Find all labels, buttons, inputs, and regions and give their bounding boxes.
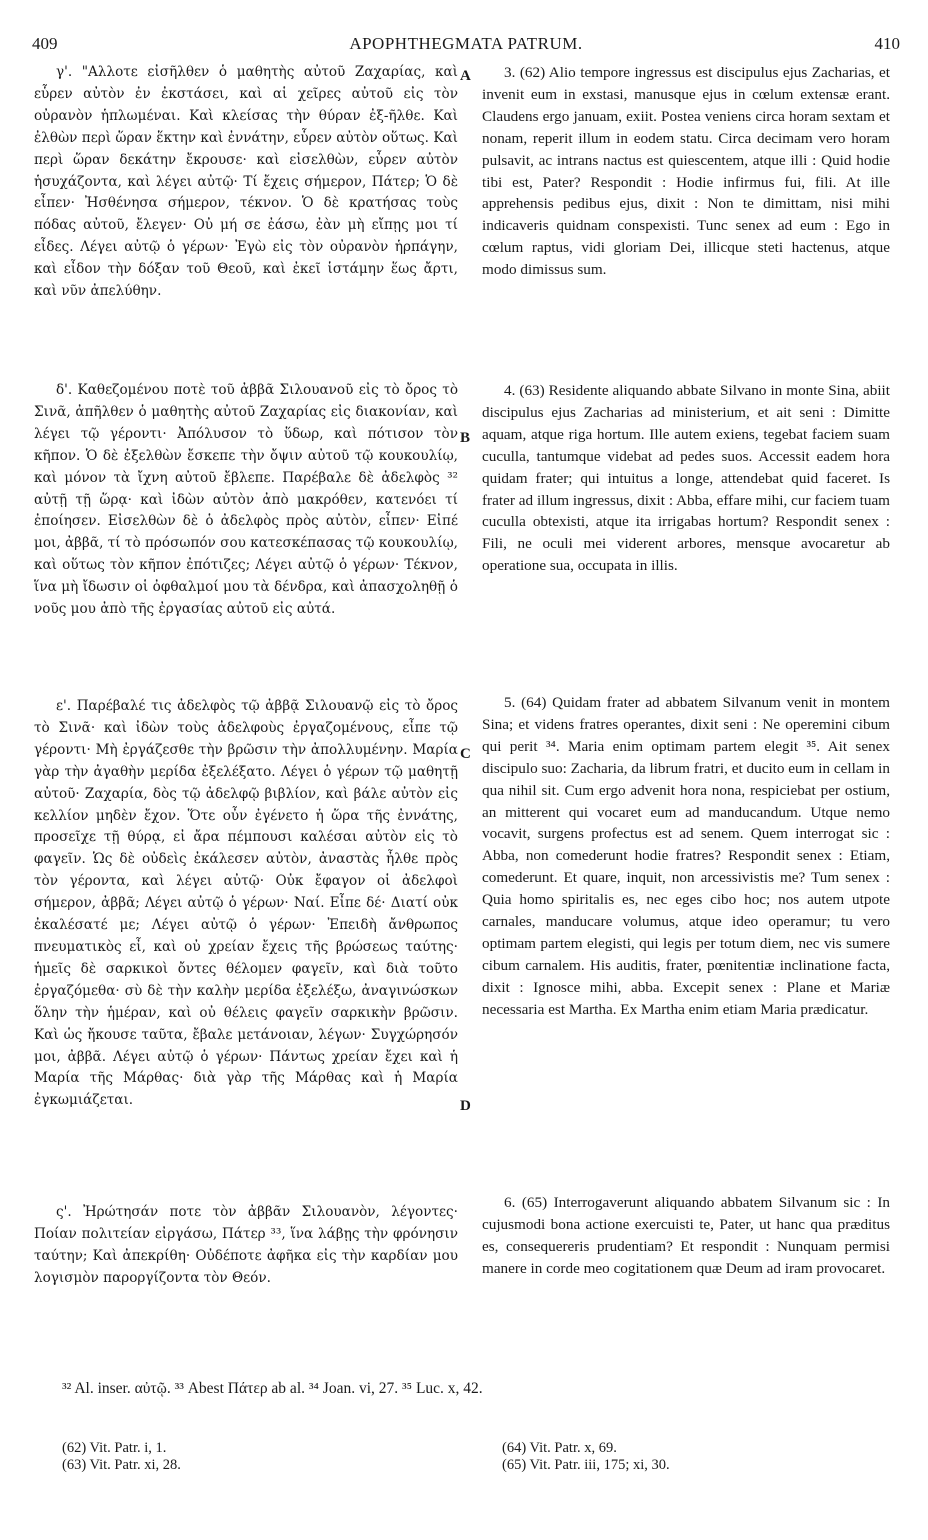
greek-paragraph-3: γ'. "Αλλοτε εἰσῆλθεν ὁ μαθητὴς αὐτοῦ Ζαχαρίας, καὶ εὗρεν αὐτὸν ἐν ἐκστάσει, καὶ αἱ χεῖρες αὐτοῦ εἰς τὸν οὐρανὸν ἡπλωμέναι. Καὶ κλείσας τὴν θύραν ἐξ-ῆλθε. Καὶ ἐλθὼν περὶ ὥραν ἕκτην καὶ ἐννάτην, εὗρεν αὐτὸν οὕτως. Καὶ περὶ ὥραν δεκάτην ἔκρουσε· καὶ εἰσελθὼν, εὗρεν αὐτὸν ἡσυχάζοντα, καὶ λέγει αὐτῷ· Τί ἔχεις σήμερον, Πάτερ; Ὁ δὲ εἶπεν· Ἠσθένησα σήμερον, τέκνον. Ὁ δὲ κρατήσας τοὺς πόδας αὐτοῦ, ἔλεγεν· Οὐ μή σε ἐάσω, ἐὰν μὴ εἴπῃς μοι τί εἶδες. Λέγει αὐτῷ ὁ γέρων· Ἐγὼ εἰς τὸν οὐρανὸν ἡρπάγην, καὶ εἶδον τὴν δόξαν τοῦ Θεοῦ, καὶ ἐκεῖ ἱστάμην ἕως ἄρτι, καὶ νῦν ἀπελύθην.: [34, 64, 458, 300]
source-reference: (65) Vit. Patr. iii, 175; xi, 30.: [502, 1457, 670, 1473]
margin-marker-d: D: [460, 1098, 471, 1114]
latin-paragraph-6: 6. (65) Interrogaverunt aliquando abbatem Silvanum sic : In cujusmodi bona actione exercuisti te, Pater, ut hanc qua præditus es, consequereris prudentiam? Et respondit : Nunquam permisi manere in corde meo cogitationem quæ Deum ad iram provocaret.: [482, 1194, 890, 1277]
greek-paragraph-6: ς'. Ἠρώτησάν ποτε τὸν ἀββᾶν Σιλουανὸν, λέγοντες· Ποίαν πολιτείαν εἰργάσω, Πάτερ ³³, ἵνα λάβῃς τὴν φρόνησιν ταύτην; Καὶ ἀπεκρίθη· Οὐδέποτε ἀφῆκα εἰς τὴν καρδίαν μου λογισμὸν παροργίζοντα τὸν Θεόν.: [34, 1204, 458, 1286]
footnotes: ³² Al. inser. αὐτῷ. ³³ Abest Πάτερ ab al. ³⁴ Joan. vi, 27. ³⁵ Luc. x, 42.: [62, 1380, 483, 1397]
greek-paragraph-5: ε'. Παρέβαλέ τις ἀδελφὸς τῷ ἀββᾷ Σιλουανῷ εἰς τὸ ὄρος τὸ Σινᾶ· καὶ ἰδὼν τοὺς ἀδελφοὺς ἐργαζομένους, εἶπε τῷ γέροντι· Μὴ ἐργάζεσθε τὴν βρῶσιν τὴν ἀπολλυμένην. Μαρία γὰρ τὴν ἀγαθὴν μερίδα ἐξελέξατο. Λέγει ὁ γέρων τῷ μαθητῇ αὐτοῦ· Ζαχαρία, δὸς τῷ ἀδελφῷ βιβλίον, καὶ βάλε αὐτὸν εἰς κελλίον μηδὲν ἔχον. Ὅτε οὖν ἐγένετο ἡ ὥρα τῆς ἐννάτης, προσεῖχε τῇ θύρᾳ, εἰ ἄρα πέμπουσι καλέσαι αὐτὸν εἰς τὸ φαγεῖν. Ὡς δὲ οὐδεὶς ἐκάλεσεν αὐτὸν, ἀναστὰς ἦλθε πρὸς τὸν γέροντα, καὶ λέγει αὐτῷ· Οὐκ ἔφαγον οἱ ἀδελφοὶ σήμερον, ἀββᾶ; Λέγει αὐτῷ ὁ γέρων· Ναί. Εἶπε δέ· Διατί οὐκ ἐκαλέσατέ με; Λέγει αὐτῷ ὁ γέρων· Ἐπειδὴ ἄνθρωπος πνευματικὸς εἶ, καὶ οὐ χρείαν ἔχεις τῆς βρώσεως ταύτης· ἡμεῖς δὲ σαρκικοὶ ὄντες θέλομεν φαγεῖν, καὶ διὰ τοῦτο ἐργαζόμεθα· σὺ δὲ τὴν καλὴν μερίδα ἐξελέξω, ἀναγινώσκων ὅλην τὴν ἡμέραν, καὶ οὐ θέλεις φαγεῖν σαρκικὴν βρῶσιν. Καὶ ὡς ἤκουσε ταῦτα, ἔβαλε μετάνοιαν, λέγων· Συγχώρησόν μοι, ἀββᾶ. Λέγει αὐτῷ ὁ γέρων· Πάντως χρείαν ἔχει καὶ ἡ Μαρία τῆς Μάρθας· διὰ γὰρ τῆς Μάρθας καὶ ἡ Μαρία ἐγκωμιάζεται.: [34, 698, 458, 1109]
source-references-right: [502, 1440, 670, 1474]
page-number-right: 410: [874, 34, 900, 53]
source-reference: (63) Vit. Patr. xi, 28.: [62, 1457, 181, 1473]
latin-paragraph-3: 3. (62) Alio tempore ingressus est discipulus ejus Zacharias, et invenit eum in exstasi, manusque ejus in cœlum extensæ erant. Claudens ergo januam, exiit. Postea veniens circa horam sextam et nonam, reperit illum in eodem statu. Circa decimam vero horam pulsavit, ac intrans nactus est quiescentem, atque illi : Quid hodie tibi est, Pater? Respondit : Hodie infirmus fui, fili. At ille apprehensis pedibus ejus, dixit : Non te dimittam, nisi mihi indicaveris quidnam conspexisti. Tunc senex ad eum : Ego in cœlum raptus, vidi gloriam Dei, illicque steti hactenus, atque modo dimissus sum.: [482, 64, 890, 279]
page-header: [32, 34, 900, 58]
margin-marker-c: C: [460, 746, 471, 762]
page-number-left: 409: [32, 34, 58, 53]
margin-marker-b: B: [460, 430, 471, 446]
margin-marker-a: A: [460, 68, 471, 84]
source-reference: (62) Vit. Patr. i, 1.: [62, 1440, 167, 1456]
latin-paragraph-4: 4. (63) Residente aliquando abbate Silvano in monte Sina, abiit discipulus ejus Zacharias ad ministerium, et ait seni : Dimitte aquam, atque riga hortum. Ille autem exiens, tegebat faciem suam cucullа, tantumque videbat ad pedes suos. Accessit eadem hora quidam frater; qui intuitus a longe, attendebat quid faceret. Is frater ad illum ingressus, dixit : Abba, effare mihi, cur faciem tuam cuculla obtexisti, atque ita irrigabas hortum? Respondit senex : Fili, ne oculi mei viderent arbores, mensque avocaretur ab operatione sua, occupata in illis.: [482, 382, 890, 575]
running-title: APOPHTHEGMATA PATRUM.: [349, 34, 583, 53]
latin-paragraph-5: 5. (64) Quidam frater ad abbatem Silvanum venit in montem Sina; et videns fratres operantes, dixit seni : Ne operemini cibum qui perit ³⁴. Maria enim optimam partem elegit ³⁵. Ait senex discipulo suo: Zacharia, da librum fratri, et ducito eum in cellam in qua nihil sit. Cum ergo advenit hora nona, respiciebat per ostium, an mitterent qui vocaret eum ad manducandum. Utque nemo vocavit, surgens profectus est ad senem. Quem interrogat sic : Abba, non comederunt hodie fratres? Respondit senex : Etiam, comederunt. Et quare, inquit, non arcessivistis me? Tum senex : Quia homo spiritalis es, nec eges cibo hoc; nos autem utpote carnales, manducare volumus, atque ideo operamur; tu vero optimam partem elegisti, qui legis per totum diem, nec vis sumere cibum carnalem. His auditis, frater, pœnitentiæ inclinatione facta, dixit : Ignosce mihi, abba. Excepit senex : Plane et Mariæ necessaria est Martha. Ex Martha enim etiam Maria prædicatur.: [482, 694, 890, 1018]
source-references-left: [62, 1440, 181, 1474]
greek-paragraph-4: δ'. Καθεζομένου ποτὲ τοῦ ἀββᾶ Σιλουανοῦ εἰς τὸ ὄρος τὸ Σινᾶ, ἀπῆλθεν ὁ μαθητὴς αὐτοῦ Ζαχαρίας εἰς διακονίαν, καὶ λέγει τῷ γέροντι· Ἀπόλυσον τὸ ὕδωρ, καὶ πότισον τὸν κῆπον. Ὁ δὲ ἐξελθὼν ἔσκεπε τὴν ὄψιν αὐτοῦ τῷ κουκουλίῳ, καὶ μόνον τὰ ἴχνη αὐτοῦ ἔβλεπε. Παρέβαλε δὲ ἀδελφὸς ³² αὐτῇ τῇ ὥρᾳ· καὶ ἰδὼν αὐτὸν ἀπὸ μακρόθεν, κατενόει τί ἐποίησεν. Εἰσελθὼν δὲ ὁ ἀδελφὸς πρὸς αὐτὸν, εἶπεν· Εἰπέ μοι, ἀββᾶ, τί τὸ πρόσωπόν σου κατεσκέπασας τῷ κουκουλίῳ, καὶ οὕτως τὸν κῆπον ἐπότιζες; Λέγει αὐτῷ ὁ γέρων· Τέκνον, ἵνα μὴ ἴδωσιν οἱ ὀφθαλμοί μου τὰ δένδρα, καὶ ἀπασχοληθῇ ὁ νοῦς μου ἀπὸ τῆς ἐργασίας αὐτοῦ εἰς αὐτά.: [34, 382, 458, 618]
source-reference: (64) Vit. Patr. x, 69.: [502, 1440, 617, 1456]
